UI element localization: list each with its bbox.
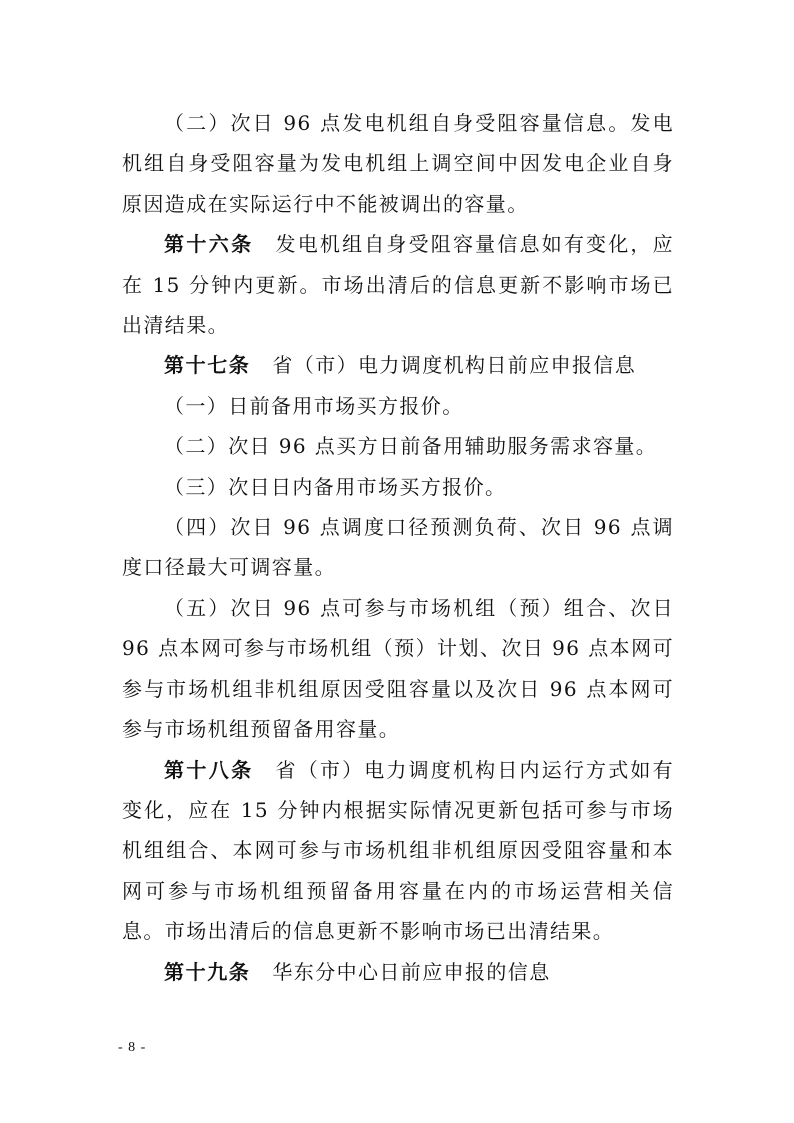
paragraph	[122, 345, 674, 385]
paragraph	[122, 426, 674, 466]
page-number: - 8 -	[118, 1040, 147, 1055]
document-body	[122, 103, 674, 992]
paragraph-text: （二）次日 96 点发电机组自身受阻容量信息。发电机组自身受阻容量为发电机组上调空间中因发电企业自身原因造成在实际运行中不能被调出的容量。	[122, 111, 674, 216]
paragraph-text: 省（市）电力调度机构日内运行方式如有变化，应在 15 分钟内根据实际情况更新包括可参与市场机组组合、本网可参与市场机组非机组原因受阻容量和本网可参与市场机组预留备用容量在内的市场运营相关信息。市场出清后的信息更新不影响市场已出清结果。	[122, 757, 674, 944]
paragraph-text: 发电机组自身受阻容量信息如有变化，应在 15 分钟内更新。市场出清后的信息更新不影响市场已出清结果。	[122, 232, 674, 338]
paragraph	[122, 103, 674, 224]
article-heading: 第十六条	[164, 232, 254, 257]
paragraph	[122, 224, 674, 345]
article-heading: 第十七条	[164, 353, 251, 378]
paragraph	[122, 507, 674, 588]
paragraph-text: 省（市）电力调度机构日前应申报信息	[272, 353, 637, 378]
article-heading: 第十九条	[164, 959, 251, 984]
paragraph-text: （二）次日 96 点买方日前备用辅助服务需求容量。	[164, 434, 658, 459]
article-heading: 第十八条	[164, 757, 254, 782]
paragraph	[122, 952, 674, 992]
paragraph	[122, 588, 674, 750]
paragraph-text: 华东分中心日前应申报的信息	[272, 959, 551, 984]
paragraph-text: （五）次日 96 点可参与市场机组（预）组合、次日 96 点本网可参与市场机组（预）计划、次日 96 点本网可参与市场机组非机组原因受阻容量以及次日 96 点本网可参与市场机组预留备用容量。	[122, 595, 674, 742]
paragraph-text: （四）次日 96 点调度口径预测负荷、次日 96 点调度口径最大可调容量。	[122, 515, 674, 580]
paragraph	[122, 750, 674, 952]
paragraph-text: （三）次日日内备用市场买方报价。	[164, 474, 507, 499]
paragraph-text: （一）日前备用市场买方报价。	[164, 393, 464, 418]
paragraph	[122, 467, 674, 507]
paragraph	[122, 386, 674, 426]
